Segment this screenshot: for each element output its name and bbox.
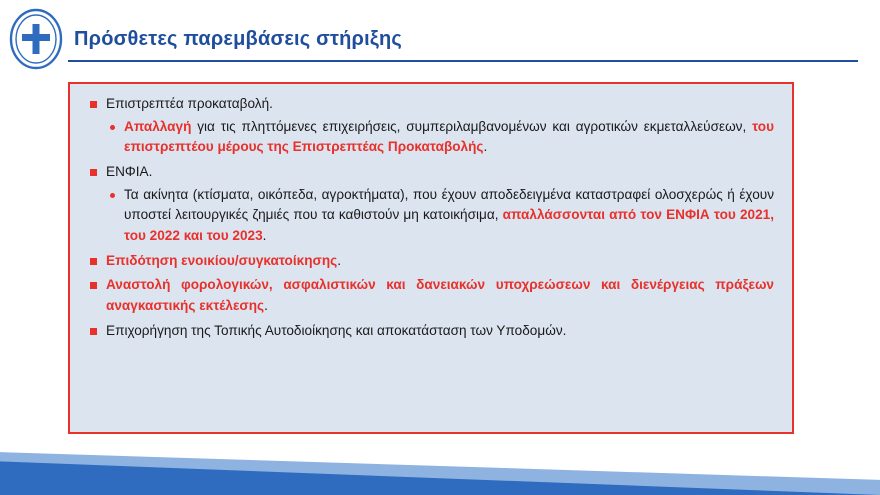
list-item-text: Επιχορήγηση της Τοπικής Αυτοδιοίκησης και αποκατάσταση των Υποδομών.: [106, 322, 567, 338]
list-item: [84, 162, 774, 183]
list-item: [84, 94, 774, 115]
list-item-text-run: .: [264, 297, 268, 313]
page-title: Πρόσθετες παρεμβάσεις στήριξης: [74, 28, 403, 50]
list-item-text-run: Απαλλαγή: [124, 118, 192, 134]
list-item: [84, 251, 774, 272]
list-item-text-run: για τις πληττόμενες επιχειρήσεις, συμπεριλαμβανομένων και αγροτικών εκμεταλλεύσεων,: [191, 118, 753, 134]
list-item-text-run: .: [262, 227, 267, 243]
list-item-text-run: του επιστρεπτέου μέρους της Επιστρεπτέας Προκαταβολής: [124, 118, 774, 155]
list-item-text-run: .: [337, 252, 341, 268]
greek-republic-emblem: [8, 8, 64, 70]
list-item-text-run: .: [483, 139, 488, 155]
header-divider: [68, 60, 858, 62]
list-item-text: ΕΝΦΙΑ.: [106, 163, 153, 179]
list-item: [84, 275, 774, 316]
list-item-text-run: Αναστολή φορολογικών, ασφαλιστικών και δανειακών υποχρεώσεων και διενέργειας πράξεων αναγκαστικής εκτέλεσης: [106, 277, 774, 313]
list-item-text-run: απαλλάσσονται από τον ΕΝΦΙΑ του 2021, του 2022 και του 2023: [124, 207, 774, 243]
list-item-text-run: Τα ακίνητα (κτίσματα, οικόπεδα, αγροκτήματα), που έχουν αποδεδειγμένα καταστραφεί ολοσχερώς ή έχουν υποστεί λειτουργικές ζημιές που τα καθιστούν μη κατοικήσιμα,: [124, 186, 774, 223]
list-item-text-run: Επιδότηση ενοικίου/συγκατοίκησης: [106, 252, 338, 268]
list-item-text: Επιστρεπτέα προκαταβολή.: [106, 96, 273, 111]
list-item: [84, 321, 774, 342]
content-box: [68, 82, 794, 434]
list-item: [84, 185, 774, 247]
list-item: [84, 117, 774, 158]
